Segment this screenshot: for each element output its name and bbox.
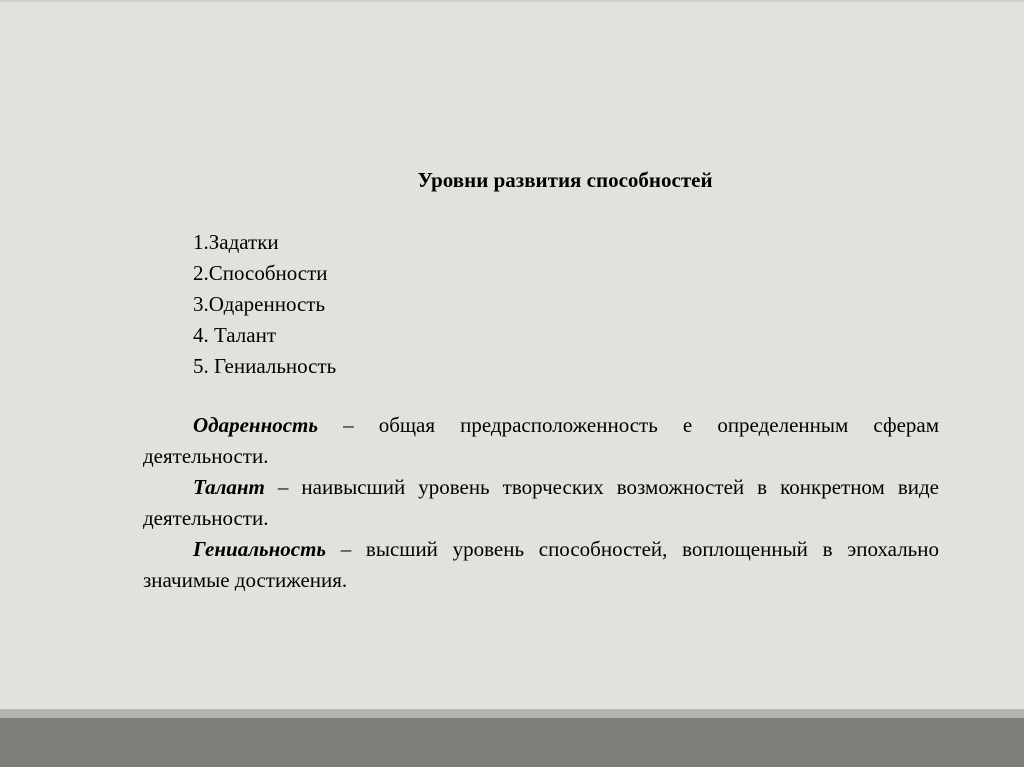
- definition-talent: [143, 472, 939, 534]
- level-item: 1.Задатки: [193, 230, 279, 254]
- definition-term: Талант: [193, 475, 265, 499]
- footer-stripe-light: [0, 709, 1024, 718]
- level-item: 3.Одаренность: [193, 292, 326, 316]
- level-item: 5. Гениальность: [193, 354, 337, 378]
- definition-text: – общая предрасположенность е определенным сферам деятельности.: [143, 413, 939, 468]
- definition-term: Одаренность: [193, 413, 318, 437]
- definition-term: Гениальность: [193, 537, 327, 561]
- definition-text: – высший уровень способностей, воплощенный в эпохально значимые достижения.: [143, 537, 939, 592]
- definition-text: – наивысший уровень творческих возможностей в конкретном виде деятельности.: [143, 475, 939, 530]
- definition-giftedness: [143, 410, 939, 472]
- definition-genius: [143, 534, 939, 596]
- level-item: 4. Талант: [193, 323, 277, 347]
- slide-title: Уровни развития способностей: [417, 168, 713, 192]
- level-item: 2.Способности: [193, 261, 328, 285]
- definitions-block: [143, 410, 939, 596]
- slide-top-edge: [0, 0, 1024, 2]
- levels-list: [193, 227, 336, 382]
- footer-stripe-dark: [0, 718, 1024, 767]
